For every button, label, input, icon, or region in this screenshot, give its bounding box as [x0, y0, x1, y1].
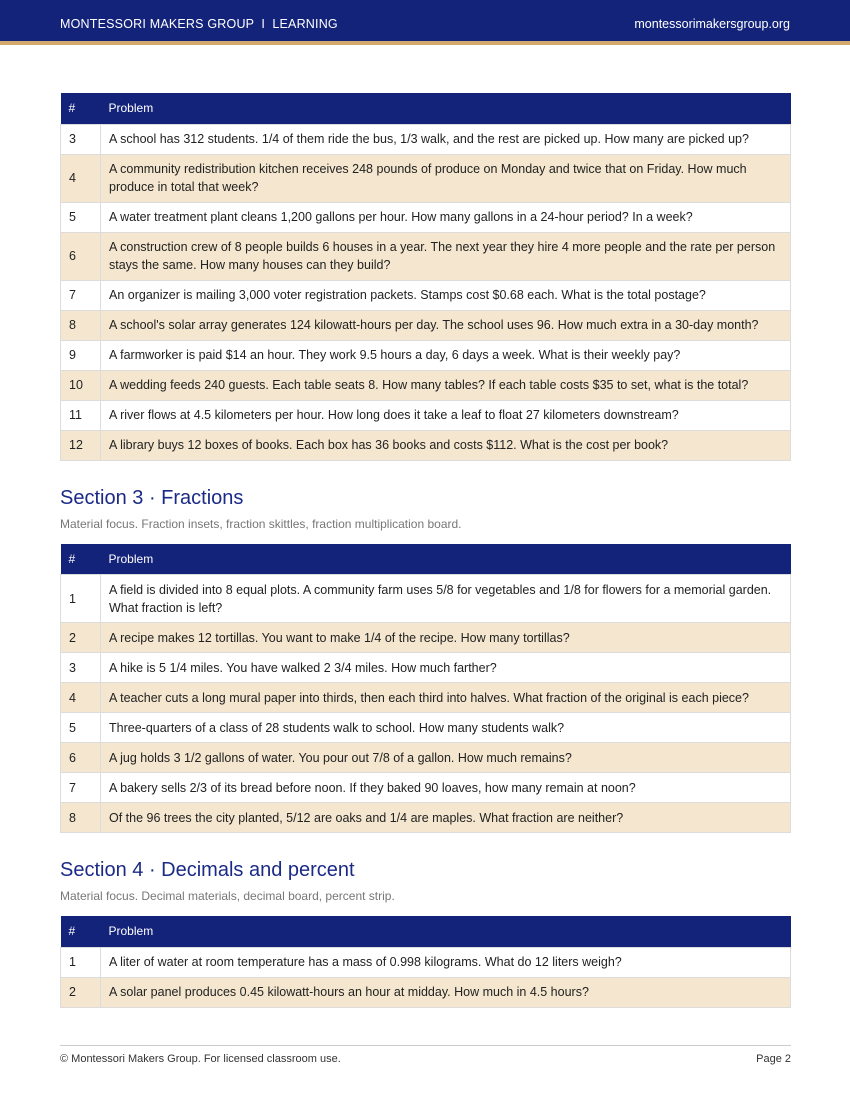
- row-number: 5: [61, 202, 101, 232]
- section-3-subtitle: Material focus. Fraction insets, fraction skittles, fraction multiplication board.: [60, 516, 462, 531]
- row-problem: A farmworker is paid $14 an hour. They work 9.5 hours a day, 6 days a week. What is their weekly pay?: [101, 340, 791, 370]
- problems-table-section-2: [60, 93, 791, 461]
- table-row: [61, 773, 791, 803]
- row-problem: A jug holds 3 1/2 gallons of water. You pour out 7/8 of a gallon. How much remains?: [101, 743, 791, 773]
- table-row: [61, 280, 791, 310]
- row-number: 7: [61, 773, 101, 803]
- table-row: [61, 400, 791, 430]
- row-number: 8: [61, 310, 101, 340]
- row-number: 8: [61, 803, 101, 833]
- section-4-title: Section 4 · Decimals and percent: [60, 859, 355, 881]
- col-header-problem: Problem: [101, 544, 791, 575]
- col-header-problem: Problem: [101, 916, 791, 947]
- row-problem: A construction crew of 8 people builds 6 houses in a year. The next year they hire 4 more people and the rate per person stays the same. How many houses can they build?: [101, 232, 791, 280]
- org-url: montessorimakersgroup.org: [634, 17, 790, 31]
- row-number: 1: [61, 575, 101, 623]
- row-problem: A river flows at 4.5 kilometers per hour. How long does it take a leaf to float 27 kilometers downstream?: [101, 400, 791, 430]
- table-row: [61, 803, 791, 833]
- table-row: [61, 683, 791, 713]
- row-number: 6: [61, 232, 101, 280]
- row-number: 6: [61, 743, 101, 773]
- row-problem: A water treatment plant cleans 1,200 gallons per hour. How many gallons in a 24-hour period? In a week?: [101, 202, 791, 232]
- page-number: Page 2: [756, 1053, 791, 1065]
- row-problem: A field is divided into 8 equal plots. A community farm uses 5/8 for vegetables and 1/8 for flowers for a memorial garden. What fraction is left?: [101, 575, 791, 623]
- table-row: [61, 232, 791, 280]
- row-problem: A library buys 12 boxes of books. Each box has 36 books and costs $112. What is the cost per book?: [101, 430, 791, 460]
- row-number: 12: [61, 430, 101, 460]
- problems-table-section-3: [60, 544, 791, 834]
- table-row: [61, 713, 791, 743]
- row-problem: A liter of water at room temperature has a mass of 0.998 kilograms. What do 12 liters weigh?: [101, 947, 791, 977]
- table-header-row: [61, 544, 791, 575]
- org-label: MONTESSORI MAKERS GROUP I LEARNING: [60, 17, 338, 31]
- table-row: [61, 623, 791, 653]
- table-row: [61, 154, 791, 202]
- row-number: 2: [61, 977, 101, 1007]
- row-number: 10: [61, 370, 101, 400]
- table-row: [61, 310, 791, 340]
- col-header-num: #: [61, 544, 101, 575]
- row-number: 2: [61, 623, 101, 653]
- table-row: [61, 743, 791, 773]
- row-problem: An organizer is mailing 3,000 voter registration packets. Stamps cost $0.68 each. What is the total postage?: [101, 280, 791, 310]
- table-row: [61, 370, 791, 400]
- section-4-subtitle: Material focus. Decimal materials, decimal board, percent strip.: [60, 889, 395, 903]
- row-number: 5: [61, 713, 101, 743]
- row-problem: A hike is 5 1/4 miles. You have walked 2 3/4 miles. How much farther?: [101, 653, 791, 683]
- row-problem: A wedding feeds 240 guests. Each table seats 8. How many tables? If each table costs $35 to set, what is the total?: [101, 370, 791, 400]
- page-content: [60, 93, 791, 1008]
- table-row: [61, 430, 791, 460]
- table-row: [61, 977, 791, 1007]
- col-header-num: #: [61, 93, 101, 124]
- row-number: 1: [61, 947, 101, 977]
- row-number: 4: [61, 683, 101, 713]
- row-problem: A community redistribution kitchen receives 248 pounds of produce on Monday and twice that on Friday. How much produce in total that week?: [101, 154, 791, 202]
- row-number: 3: [61, 124, 101, 154]
- table-header-row: [61, 93, 791, 124]
- col-header-problem: Problem: [101, 93, 791, 124]
- row-problem: A teacher cuts a long mural paper into thirds, then each third into halves. What fraction of the original is each piece?: [101, 683, 791, 713]
- row-problem: A school's solar array generates 124 kilowatt-hours per day. The school uses 96. How much extra in a 30-day month?: [101, 310, 791, 340]
- row-number: 3: [61, 653, 101, 683]
- table-row: [61, 202, 791, 232]
- row-problem: A bakery sells 2/3 of its bread before noon. If they baked 90 loaves, how many remain at noon?: [101, 773, 791, 803]
- table-header-row: [61, 916, 791, 947]
- row-problem: Three-quarters of a class of 28 students walk to school. How many students walk?: [101, 713, 791, 743]
- problems-table-section-4: [60, 916, 791, 1008]
- row-problem: A recipe makes 12 tortillas. You want to make 1/4 of the recipe. How many tortillas?: [101, 623, 791, 653]
- table-row: [61, 124, 791, 154]
- section-3-title: Section 3 · Fractions: [60, 486, 244, 509]
- table-row: [61, 340, 791, 370]
- row-problem: Of the 96 trees the city planted, 5/12 are oaks and 1/4 are maples. What fraction are neither?: [101, 803, 791, 833]
- table-row: [61, 575, 791, 623]
- row-problem: A solar panel produces 0.45 kilowatt-hours an hour at midday. How much in 4.5 hours?: [101, 977, 791, 1007]
- row-problem: A school has 312 students. 1/4 of them ride the bus, 1/3 walk, and the rest are picked up. How many are picked up?: [101, 124, 791, 154]
- row-number: 9: [61, 340, 101, 370]
- page-header: [0, 0, 850, 45]
- footer-divider: [60, 1045, 791, 1046]
- footer-copyright: © Montessori Makers Group. For licensed classroom use.: [60, 1053, 341, 1065]
- row-number: 11: [61, 400, 101, 430]
- row-number: 7: [61, 280, 101, 310]
- row-number: 4: [61, 154, 101, 202]
- table-row: [61, 947, 791, 977]
- table-row: [61, 653, 791, 683]
- col-header-num: #: [61, 916, 101, 947]
